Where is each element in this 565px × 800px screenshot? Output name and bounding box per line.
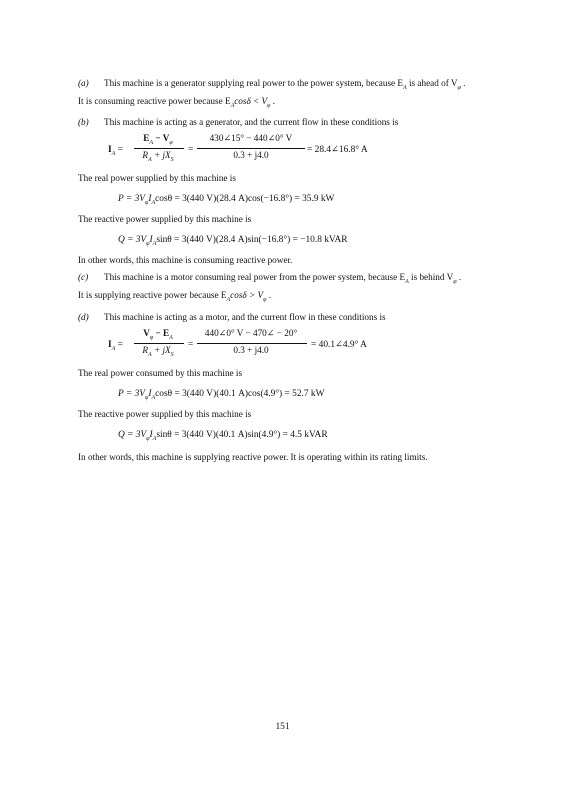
part-d-reactive-intro: The reactive power supplied by this machine is [78,409,252,419]
part-a-line-2: It is consuming reactive power because $E_A\cos\delta < V_\varphi$ . [78,96,276,109]
part-d-intro: (d) This machine is acting as a motor, and the current flow in these conditions is [78,312,386,322]
part-d-real-equation: $P = 3V_\varphi I_A\cos\theta = 3(440$ V)(40.1 A)cos(4.9°) = 52.7 kW [118,389,325,401]
part-b-conclusion: In other words, this machine is consuming reactive power. [78,255,293,265]
part-b-label: (b) [78,117,89,127]
part-d-reactive-equation: $Q = 3V_\varphi I_A\sin\theta = 3(440$ V)(40.1 A)sin(4.9°) = 4.5 kVAR [118,430,328,442]
page-number: 151 [275,722,290,732]
part-c-line-1: (c) This machine is a motor consuming real power from the power system, because $E_A$ is behind $V_\varphi$ . [78,272,462,285]
part-c-line-2: It is supplying reactive power because $E_A\cos\delta > V_\varphi$ . [78,290,272,303]
part-d-label: (d) [78,312,89,322]
part-b-reactive-intro: The reactive power supplied by this machine is [78,214,252,224]
part-d-conclusion: In other words, this machine is supplying reactive power. It is operating within its rating limits. [78,452,428,462]
part-b-real-equation: $P = 3V_\varphi I_A\cos\theta = 3(440$ V)(28.4 A)cos(−16.8°) = 35.9 kW [118,194,335,206]
part-a-label: (a) [78,78,89,88]
part-a-line-1: (a) This machine is a generator supplying real power to the power system, because $E_A$ is ahead of $V_\varphi$ . [78,78,466,91]
document-page: (a) This machine is a generator supplying real power to the power system, because $E_A$ is ahead of $V_\varphi$ . It is consuming reactive power because $E_A\cos\delta < V_\varphi$ . (b) This machine is acting as a generator, and the current flow in these conditions is $I_A$ = $E_A - V_\varphi$ $R_A + jX_S$ = 430∠15° − 440∠0° V 0.3 + j4.0 = 28.4∠16.8° A The real power supplied by this machine is $P = 3V_\varphi I_A\cos\theta = 3(440$ V)(28.4 A)cos(−16.8°) = 35.9 kW The reactive power supplied by this machine is $Q = 3V_\varphi I_A\sin\theta = 3(440$ V)(28.4 A)sin(−16.8°) = −10.8 kVAR In other words, this machine is consuming reactive power. (c) This machine is a motor consuming real power from the power system, because $E_A$ is behind $V_\varphi$ . It is supplying reactive power because $E_A\cos\delta > V_\varphi$ . (d) This machine is acting as a motor, and the current flow in these conditions is $I_A$ = $V_\varphi - E_A$ $R_A + jX_S$ = 440∠0° V − 470∠ − 20° 0.3 + j4.0 = 40.1∠4.9° A The real power consumed by this machine is $P = 3V_\varphi I_A\cos\theta = 3(440$ V)(40.1 A)cos(4.9°) = 52.7 kW The reactive power supplied by this machine is $Q = 3V_\varphi I_A\sin\theta = 3(440$ V)(40.1 A)sin(4.9°) = 4.5 kVAR In other words, this machine is supplying reactive power. It is operating within its rating limits. 151 [0,0,565,800]
part-b-intro: (b) This machine is acting as a generator, and the current flow in these conditions is [78,117,399,127]
part-c-label: (c) [78,272,89,282]
part-d-real-intro: The real power consumed by this machine is [78,368,243,378]
part-b-real-intro: The real power supplied by this machine is [78,173,236,183]
part-b-reactive-equation: $Q = 3V_\varphi I_A\sin\theta = 3(440$ V)(28.4 A)sin(−16.8°) = −10.8 kVAR [118,235,348,247]
